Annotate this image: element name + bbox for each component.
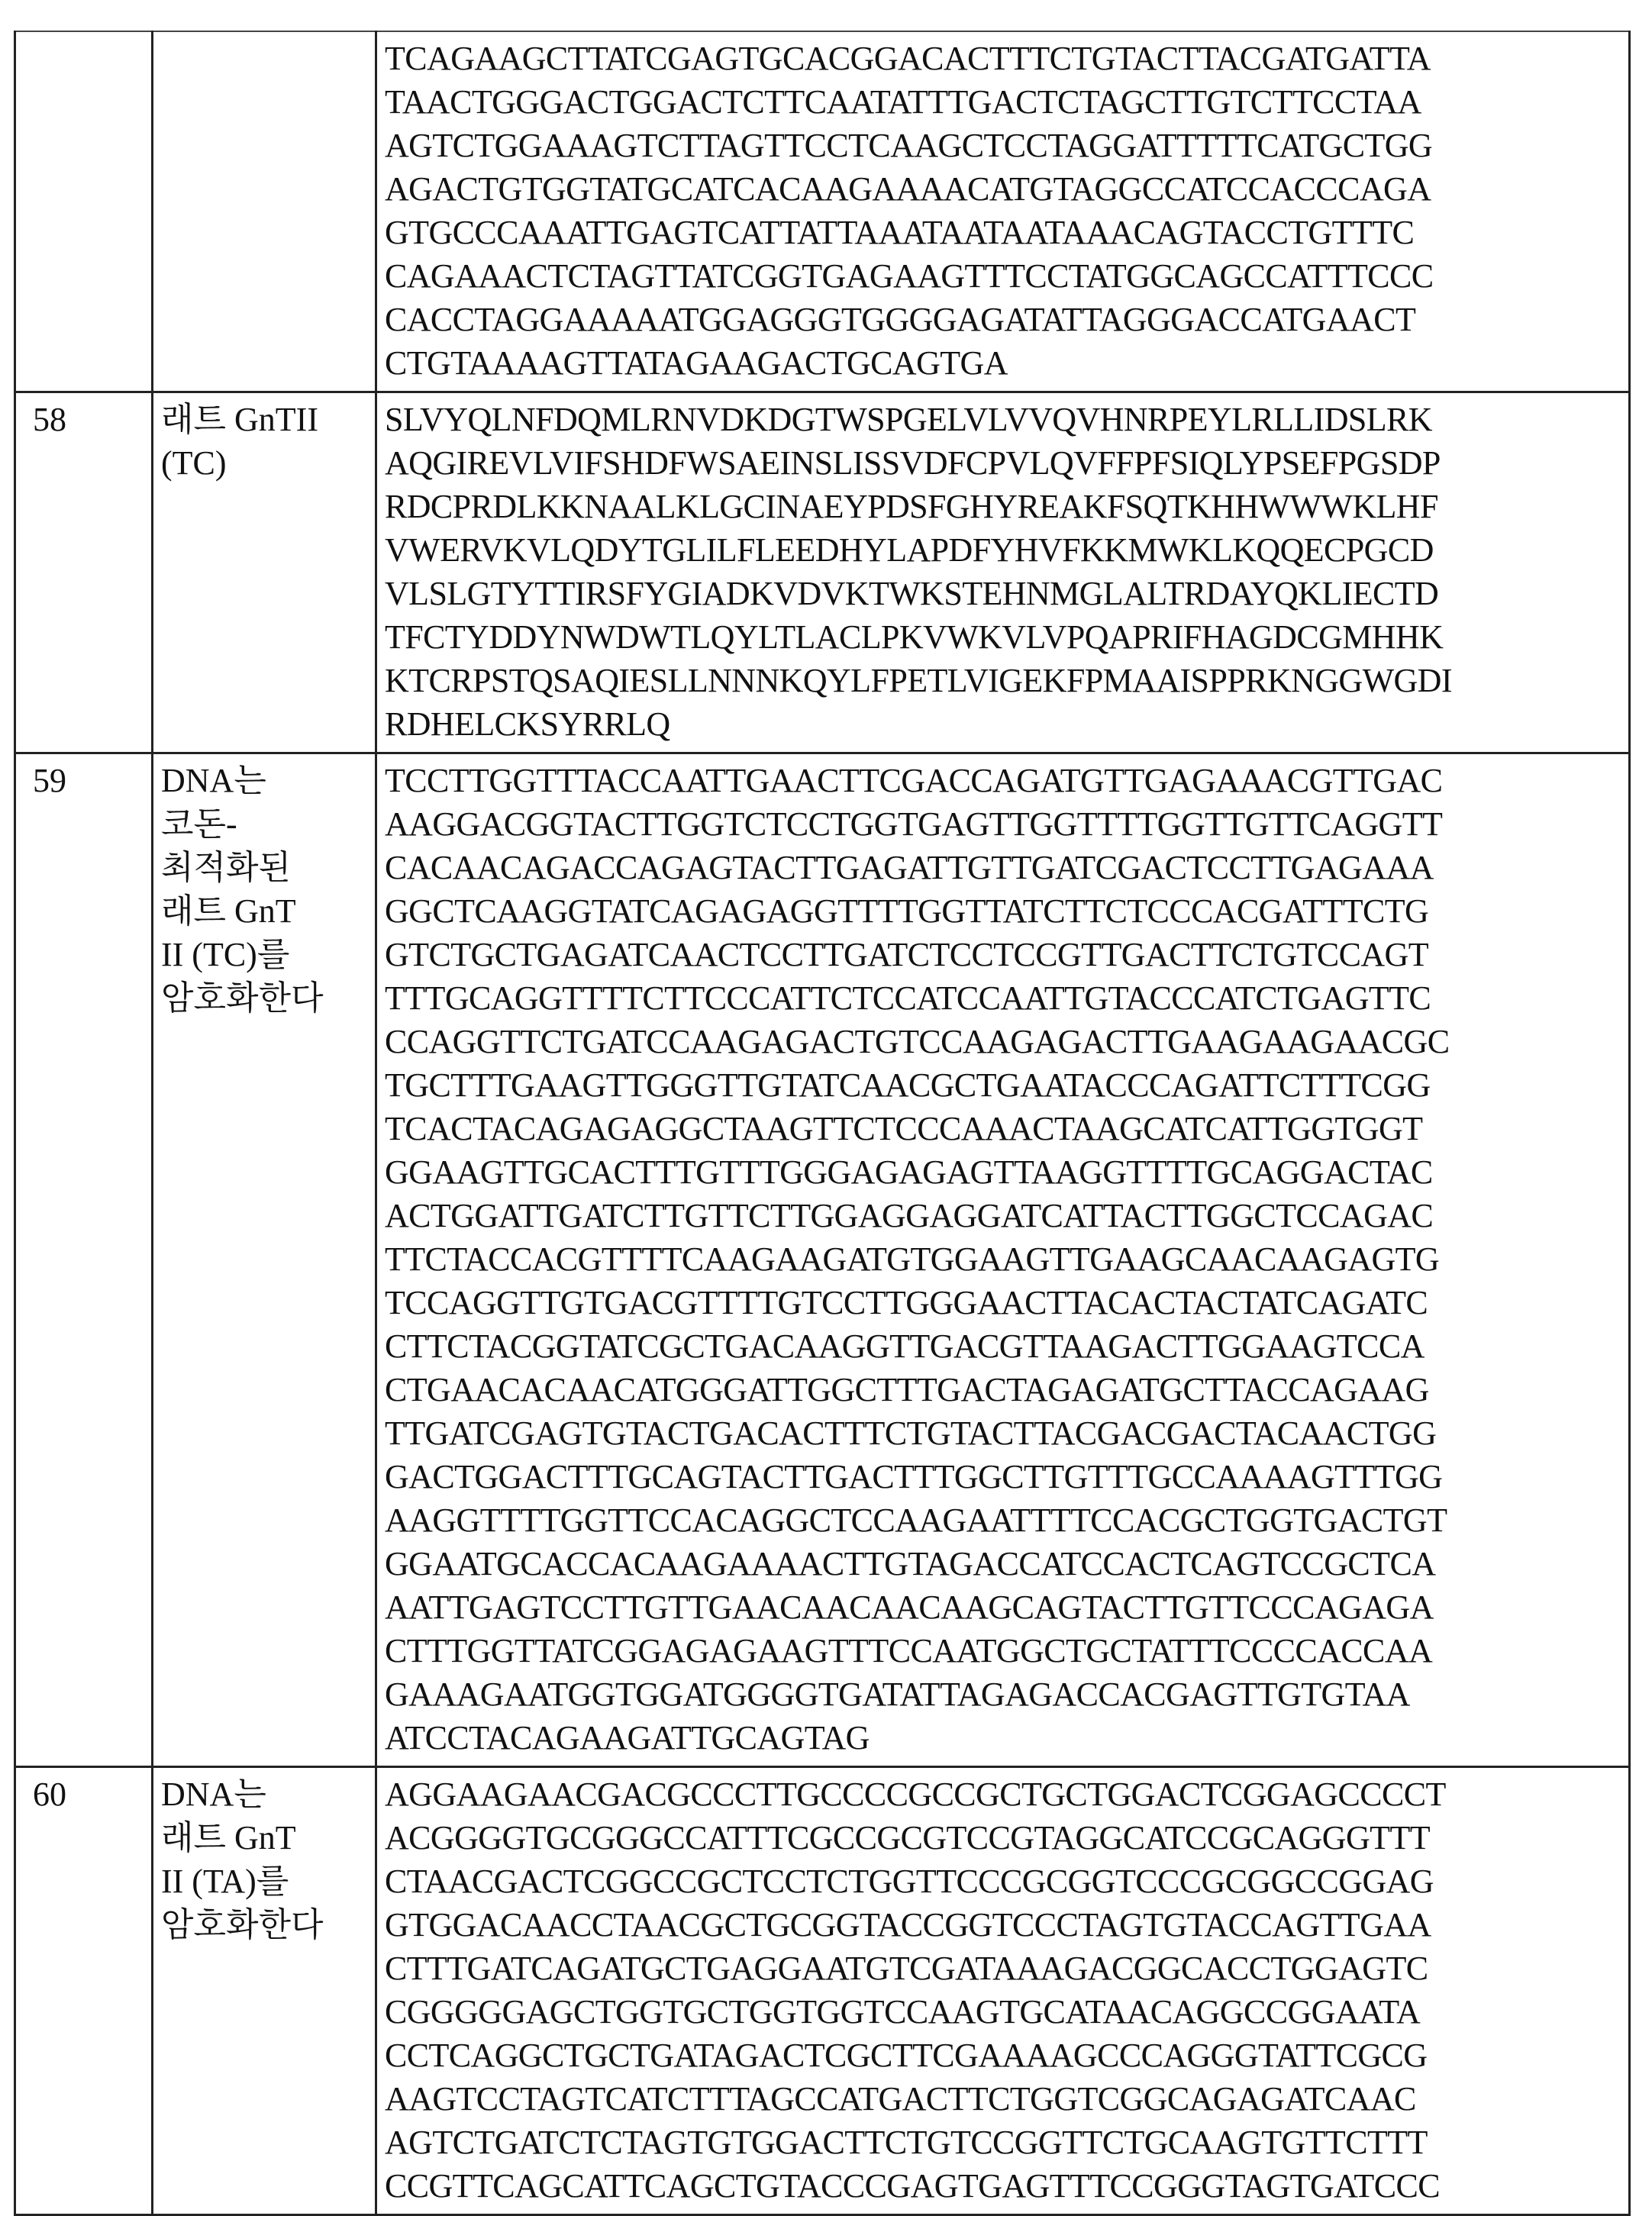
description-line: (TC) — [161, 441, 367, 485]
description-line: 래트 GnTII — [161, 398, 367, 441]
sequence-line: TCCAGGTTGTGACGTTTTGTCCTTGGGAACTTACACTACTATCAGATC — [385, 1281, 1621, 1324]
sequence-table-body — [15, 31, 1630, 2215]
sequence-line: CTTTGATCAGATGCTGAGGAATGTCGATAAAGACGGCACCTGGAGTC — [385, 1947, 1621, 1990]
sequence-line: CCAGGTTCTGATCCAAGAGACTGTCCAAGAGACTTGAAGAAGAACGC — [385, 1020, 1621, 1063]
sequence-line: AQGIREVLVIFSHDFWSAEINSLISSVDFCPVLQVFFPFSIQLYPSEFPGSDP — [385, 441, 1621, 485]
sequence-line: AAGGTTTTGGTTCCACAGGCTCCAAGAATTTTCCACGCTGGTGACTGT — [385, 1498, 1621, 1542]
table-row — [15, 392, 1630, 753]
sequence-line: TAACTGGGACTGGACTCTTCAATATTTGACTCTAGCTTGTCTTCCTAA — [385, 80, 1621, 124]
seq-id-cell: 58 — [15, 392, 153, 753]
description-line: II (TA)를 — [161, 1860, 367, 1903]
sequence-line: RDCPRDLKKNAALKLGCINAEYPDSFGHYREAKFSQTKHHWWWKLHF — [385, 485, 1621, 528]
sequence-line: VLSLGTYTTIRSFYGIADKVDVKTWKSTEHNMGLALTRDAYQKLIECTD — [385, 572, 1621, 615]
sequence-line: AATTGAGTCCTTGTTGAACAACAACAAGCAGTACTTGTTCCCAGAGA — [385, 1585, 1621, 1629]
sequence-line: TFCTYDDYNWDWTLQYLTLACLPKVWKVLVPQAPRIFHAGDCGMHHK — [385, 615, 1621, 659]
sequence-line: TTCTACCACGTTTTCAAGAAGATGTGGAAGTTGAAGCAACAAGAGTG — [385, 1237, 1621, 1281]
sequence-line: RDHELCKSYRRLQ — [385, 702, 1621, 746]
sequence-line: KTCRPSTQSAQIESLLNNNKQYLFPETLVIGEKFPMAAISPPRKNGGWGDI — [385, 659, 1621, 702]
sequence-table — [14, 31, 1631, 2216]
sequence-line: TCCTTGGTTTACCAATTGAACTTCGACCAGATGTTGAGAAACGTTGAC — [385, 759, 1621, 802]
sequence-cell — [376, 31, 1630, 392]
sequence-line: ATCCTACAGAAGATTGCAGTAG — [385, 1716, 1621, 1760]
sequence-cell — [376, 1767, 1630, 2215]
seq-id-cell: 60 — [15, 1767, 153, 2215]
sequence-line: CCGTTCAGCATTCAGCTGTACCCGAGTGAGTTTCCGGGTAGTGATCCC — [385, 2164, 1621, 2208]
sequence-line: SLVYQLNFDQMLRNVDKDGTWSPGELVLVVQVHNRPEYLRLLIDSLRK — [385, 398, 1621, 441]
description-line: 래트 GnT — [161, 1816, 367, 1860]
sequence-line: GTGCCCAAATTGAGTCATTATTAAATAATAATAAACAGTACCTGTTTC — [385, 211, 1621, 254]
sequence-line: TGCTTTGAAGTTGGGTTGTATCAACGCTGAATACCCAGATTCTTTCGG — [385, 1063, 1621, 1107]
sequence-line: CTTCTACGGTATCGCTGACAAGGTTGACGTTAAGACTTGGAAGTCCA — [385, 1324, 1621, 1368]
sequence-cell — [376, 753, 1630, 1767]
description-cell — [153, 392, 376, 753]
sequence-line: GACTGGACTTTGCAGTACTTGACTTTGGCTTGTTTGCCAAAAGTTTGG — [385, 1455, 1621, 1498]
sequence-line: AGACTGTGGTATGCATCACAAGAAAACATGTAGGCCATCCACCCAGA — [385, 167, 1621, 211]
sequence-line: GGAATGCACCACAAGAAAACTTGTAGACCATCCACTCAGTCCGCTCA — [385, 1542, 1621, 1585]
sequence-line: CTGTAAAAGTTATAGAAGACTGCAGTGA — [385, 341, 1621, 385]
description-line: 래트 GnT — [161, 889, 367, 933]
sequence-line: AGTCTGATCTCTAGTGTGGACTTCTGTCCGGTTCTGCAAGTGTTCTTT — [385, 2121, 1621, 2164]
sequence-line: TTTGCAGGTTTTCTTCCCATTCTCCATCCAATTGTACCCATCTGAGTTC — [385, 976, 1621, 1020]
sequence-line: GTCTGCTGAGATCAACTCCTTGATCTCCTCCGTTGACTTCTGTCCAGT — [385, 933, 1621, 976]
description-line: II (TC)를 — [161, 933, 367, 976]
sequence-line: CACAACAGACCAGAGTACTTGAGATTGTTGATCGACTCCTTGAGAAA — [385, 846, 1621, 889]
sequence-line: ACTGGATTGATCTTGTTCTTGGAGGAGGATCATTACTTGGCTCCAGAC — [385, 1194, 1621, 1237]
sequence-line: CTTTGGTTATCGGAGAGAAGTTTCCAATGGCTGCTATTTCCCCACCAA — [385, 1629, 1621, 1672]
seq-id-cell — [15, 31, 153, 392]
sequence-line: TTGATCGAGTGTACTGACACTTTCTGTACTTACGACGACTACAACTGG — [385, 1411, 1621, 1455]
sequence-line: CTAACGACTCGGCCGCTCCTCTGGTTCCCGCGGTCCCGCGGCCGGAG — [385, 1860, 1621, 1903]
sequence-line: ACGGGGTGCGGGCCATTTCGCCGCGTCCGTAGGCATCCGCAGGGTTT — [385, 1816, 1621, 1860]
description-line: 코돈- — [161, 802, 367, 846]
sequence-line: VWERVKVLQDYTGLILFLEEDHYLAPDFYHVFKKMWKLKQQECPGCD — [385, 528, 1621, 572]
sequence-cell — [376, 392, 1630, 753]
sequence-line: TCACTACAGAGAGGCTAAGTTCTCCCAAACTAAGCATCATTGGTGGT — [385, 1107, 1621, 1150]
sequence-line: GGAAGTTGCACTTTGTTTGGGAGAGAGTTAAGGTTTTGCAGGACTAC — [385, 1150, 1621, 1194]
table-row — [15, 31, 1630, 392]
sequence-line: CTGAACACAACATGGGATTGGCTTTGACTAGAGATGCTTACCAGAAG — [385, 1368, 1621, 1411]
sequence-line: CGGGGGAGCTGGTGCTGGTGGTCCAAGTGCATAACAGGCCGGAATA — [385, 1990, 1621, 2034]
sequence-line: AGTCTGGAAAGTCTTAGTTCCTCAAGCTCCTAGGATTTTTCATGCTGG — [385, 124, 1621, 167]
sequence-line: AAGGACGGTACTTGGTCTCCTGGTGAGTTGGTTTTGGTTGTTCAGGTT — [385, 802, 1621, 846]
description-line: 암호화한다 — [161, 976, 367, 1020]
table-row — [15, 1767, 1630, 2215]
sequence-line: GGCTCAAGGTATCAGAGAGGTTTTGGTTATCTTCTCCCACGATTTCTG — [385, 889, 1621, 933]
description-line: DNA는 — [161, 759, 367, 802]
description-line: 암호화한다 — [161, 1903, 367, 1947]
description-cell — [153, 31, 376, 392]
description-cell — [153, 753, 376, 1767]
description-line: 최적화된 — [161, 846, 367, 889]
seq-id-cell: 59 — [15, 753, 153, 1767]
sequence-line: TCAGAAGCTTATCGAGTGCACGGACACTTTCTGTACTTACGATGATTA — [385, 37, 1621, 80]
sequence-line: AGGAAGAACGACGCCCTTGCCCCGCCGCTGCTGGACTCGGAGCCCCT — [385, 1772, 1621, 1816]
description-cell — [153, 1767, 376, 2215]
sequence-line: GAAAGAATGGTGGATGGGGTGATATTAGAGACCACGAGTTGTGTAA — [385, 1672, 1621, 1716]
sequence-line: AAGTCCTAGTCATCTTTAGCCATGACTTCTGGTCGGCAGAGATCAAC — [385, 2077, 1621, 2121]
sequence-line: CCTCAGGCTGCTGATAGACTCGCTTCGAAAAGCCCAGGGTATTCGCG — [385, 2034, 1621, 2077]
table-row — [15, 753, 1630, 1767]
sequence-line: GTGGACAACCTAACGCTGCGGTACCGGTCCCTAGTGTACCAGTTGAA — [385, 1903, 1621, 1947]
sequence-line: CACCTAGGAAAAATGGAGGGTGGGGAGATATTAGGGACCATGAACT — [385, 298, 1621, 341]
description-line: DNA는 — [161, 1772, 367, 1816]
sequence-line: CAGAAACTCTAGTTATCGGTGAGAAGTTTCCTATGGCAGCCATTTCCC — [385, 254, 1621, 298]
